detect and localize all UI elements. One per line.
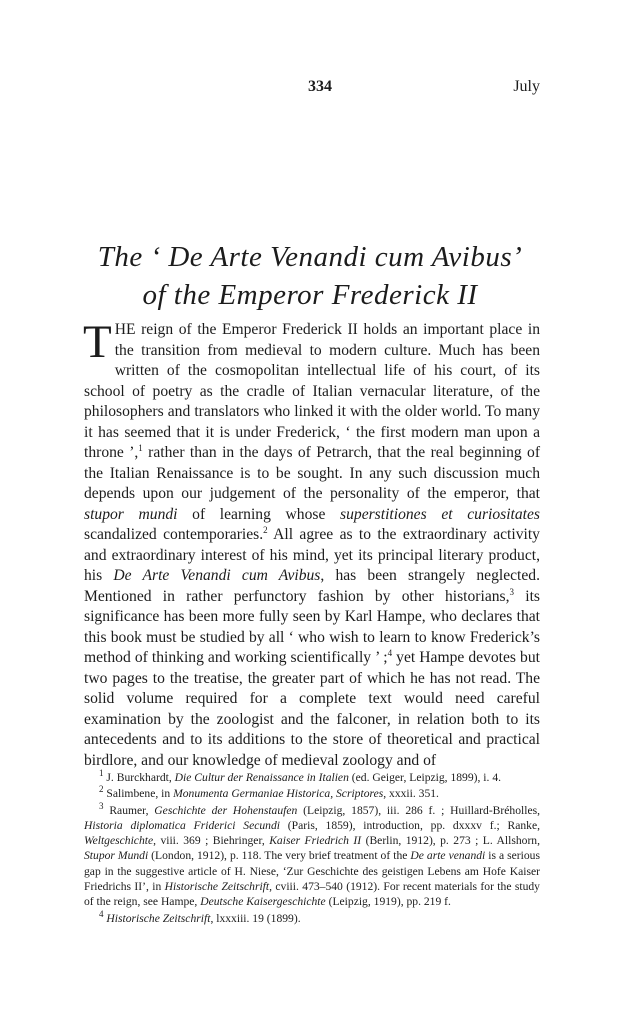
drop-cap: T xyxy=(83,316,112,368)
footnote-1: $^1$ J. Burckhardt, Die Cultur der Renaissance in Italien (ed. Geiger, Leipzig, 1899), i. 4. xyxy=(99,768,502,784)
article-body xyxy=(83,316,541,771)
article-title xyxy=(60,238,560,314)
page-number: 334 xyxy=(308,78,332,95)
article-title-line-1: The ‘ De Arte Venandi cum Avibus’ xyxy=(97,241,523,273)
body-paragraph xyxy=(83,316,541,771)
article-title-line-2: of the Emperor Frederick II xyxy=(142,279,478,311)
footnotes xyxy=(84,770,540,927)
body-paragraph-text: HE reign of the Emperor Frederick II holds an important place in the transition from medieval to modern culture. Much has been written of the cosmopolitan intellectual life of his court, of its school of poetry as the cradle of Italian vernacular literature, of the philosophers and translators who linked it with the older world. To many it has seemed that it is under Frederick, ‘ the first modern man upon a throne ’,$^1$ rather than in the days of Petrarch, that the real beginning of the Italian Renaissance is to be sought. In any such discussion much depends upon our judgement of the personality of the emperor, that stupor mundi of learning whose superstitiones et curiositates scandalized contemporaries.$^2$ All agree as to the extraordinary activity and extraordinary interest of his mind, yet its principal literary product, his De Arte Venandi cum Avibus, has been strangely neglected. Mentioned in rather perfunctory fashion by other historians,$^3$ its significance has been more fully seen by Karl Hampe, who declares that this book must be studied by all ‘ who wish to learn to know Frederick’s method of thinking and working scientifically ’ ;$^4$ yet Hampe devotes but two pages to the treatise, the greater part of which he has not read. The solid volume required for a complete text would need careful examination by the zoologist and the falconer, in relation both to its antecedents and to its additions to the store of theoretical and practical birdlore, and our knowledge of medieval zoology and of xyxy=(84,321,541,769)
footnote-3: $^3$ Raumer, Geschichte der Hohenstaufen (Leipzig, 1857), iii. 286 f. ; Huillard-Bréholles, Historia diplomatica Friderici Secundi (Paris, 1859), introduction, pp. dxxxv f.; Ranke, Weltgeschichte, viii. 369 ; Biehringer, Kaiser Friedrich II (Berlin, 1912), p. 273 ; L. Allshorn, Stupor Mundi (London, 1912), p. 118. The very brief treatment of the De arte venandi is a serious gap in the suggestive article of H. Niese, ‘Zur Geschichte des geistigen Lebens am Hofe Kaiser Friedrichs II’, in Historische Zeitschrift, cviii. 473–540 (1912). For recent materials for the study of the reign, see Hampe, Deutsche Kaisergeschichte (Leipzig, 1919), pp. 219 f. xyxy=(84,800,541,909)
footnote-2: $^2$ Salimbene, in Monumenta Germaniae Historica, Scriptores, xxxii. 351. xyxy=(99,784,439,801)
footnote-4: $^4$ Historische Zeitschrift, lxxxiii. 19 (1899). xyxy=(99,908,301,925)
running-head-month: July xyxy=(513,78,540,95)
running-header xyxy=(0,78,620,100)
